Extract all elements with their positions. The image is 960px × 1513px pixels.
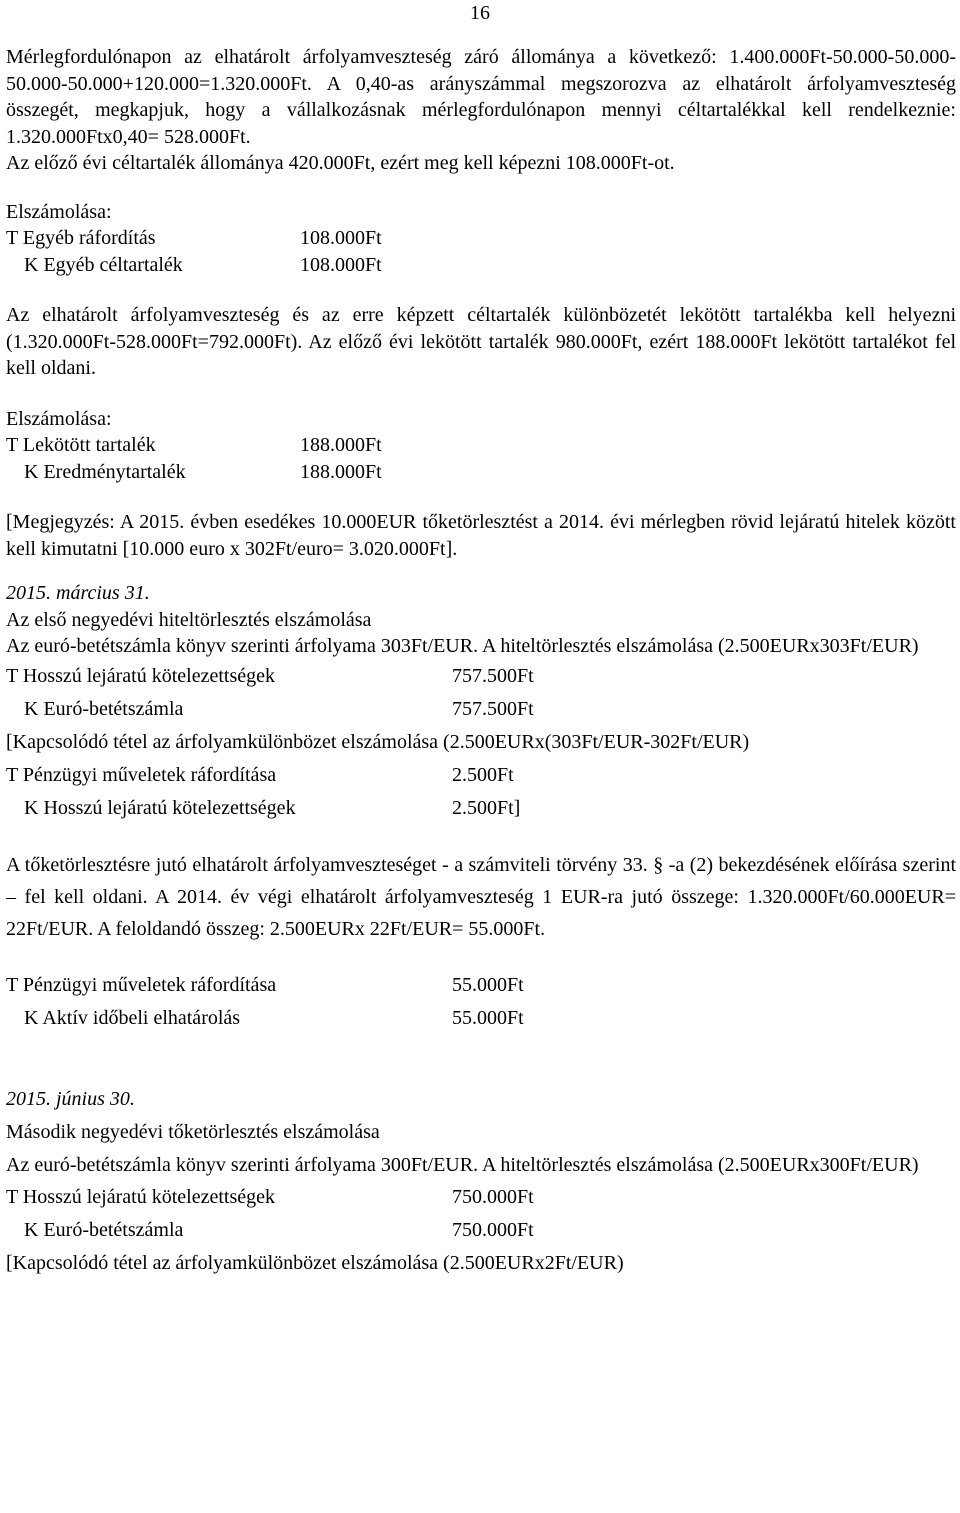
entry-amount: 108.000Ft — [300, 227, 382, 249]
entry-label: T Pénzügyi műveletek ráfordítása — [6, 763, 277, 786]
entry-amount: 188.000Ft — [300, 460, 382, 483]
entry-amount: 2.500Ft — [452, 763, 514, 786]
entry-label: K Euró-betétszámla — [24, 1218, 184, 1241]
section1-text: Az euró-betétszámla könyv szerinti árfolyama 303Ft/EUR. A hiteltörlesztés elszámolása (2.500EURx303Ft/EUR) — [6, 635, 919, 657]
section2-title: Második negyedévi tőketörlesztés elszámolása — [6, 1120, 380, 1143]
entry-label: K Euró-betétszámla — [24, 697, 184, 720]
section1-entry-credit — [6, 693, 956, 726]
entry-amount: 55.000Ft — [452, 1006, 524, 1029]
document-body — [6, 44, 956, 1280]
entry-label: K Aktív időbeli elhatárolás — [24, 1006, 241, 1029]
section2-entry-credit — [6, 1214, 956, 1247]
entry-label: K Egyéb céltartalék — [24, 253, 183, 276]
section1-title: Az első negyedévi hiteltörlesztés elszámolása — [6, 608, 372, 631]
booking2-entry-debit — [6, 432, 956, 459]
section1-related: [Kapcsolódó tétel az árfolyamkülönbözet elszámolása (2.500EURx(303Ft/EUR-302Ft/EUR) — [6, 730, 750, 753]
section1-date: 2015. március 31. — [6, 582, 150, 604]
intro-paragraph: Mérlegfordulónapon az elhatárolt árfolyamveszteség záró állománya a következő: 1.400.000Ft-50.000-50.000-50.000-50.000+120.000=1.320.000Ft. A 0,40-as arányszámmal megszorozva az elhatárolt árfolyamveszteség összegét, megkapjuk, hogy a vállalkozásnak mérlegfordulónapon mennyi céltartalékkal kell rendelkeznie: 1.320.000Ftx0,40= 528.000Ft. — [6, 46, 956, 148]
entry-amount: 757.500Ft — [452, 664, 534, 687]
booking2-heading: Elszámolása: — [6, 407, 112, 430]
entry-amount: 750.000Ft — [452, 1185, 534, 1208]
paragraph-2: Az elhatárolt árfolyamveszteség és az erre képzett céltartalék különbözetét lekötött tartalékba kell helyezni (1.320.000Ft-528.000Ft=792.000Ft). Az előző évi lekötött tartalék 980.000Ft, ezért 188.000Ft lekötött tartalékot fel kell oldani. — [6, 304, 956, 379]
section2-entry-debit — [6, 1181, 956, 1214]
entry-amount: 188.000Ft — [300, 434, 382, 456]
entry-amount: 757.500Ft — [452, 697, 534, 720]
section2-text: Az euró-betétszámla könyv szerinti árfolyama 300Ft/EUR. A hiteltörlesztés elszámolása (2.500EURx300Ft/EUR) — [6, 1153, 919, 1176]
entry-label: T Pénzügyi műveletek ráfordítása — [6, 973, 277, 996]
entry-amount: 750.000Ft — [452, 1218, 534, 1241]
entry-label: K Eredménytartalék — [24, 460, 186, 483]
page-number: 16 — [470, 2, 490, 24]
booking1-entry-credit — [6, 252, 956, 279]
section1-related-entry-debit — [6, 759, 956, 792]
booking1-heading: Elszámolása: — [6, 200, 112, 223]
section2-related: [Kapcsolódó tétel az árfolyamkülönbözet elszámolása (2.500EURx2Ft/EUR) — [6, 1251, 624, 1274]
entry-label: K Hosszú lejáratú kötelezettségek — [24, 796, 296, 819]
section2-date: 2015. június 30. — [6, 1087, 135, 1110]
booking3-entry-credit — [6, 1002, 956, 1035]
entry-label: T Egyéb ráfordítás — [6, 227, 156, 249]
entry-amount: 108.000Ft — [300, 253, 382, 276]
entry-amount: 55.000Ft — [452, 973, 524, 996]
note-paragraph: [Megjegyzés: A 2015. évben esedékes 10.000EUR tőketörlesztést a 2014. évi mérlegben rövid lejáratú hitelek között kell kimutatni [10.000 euro x 302Ft/euro= 3.020.000Ft]. — [6, 511, 956, 560]
entry-label: T Hosszú lejáratú kötelezettségek — [6, 1185, 275, 1208]
entry-amount: 2.500Ft] — [452, 796, 521, 819]
section1-related-entry-credit — [6, 792, 956, 825]
booking1-entry-debit — [6, 225, 956, 252]
paragraph-3: A tőketörlesztésre jutó elhatárolt árfolyamveszteséget - a számviteli törvény 33. § -a (2) bekezdésének előírása szerint – fel kell oldani. A 2014. év végi elhatárolt árfolyamveszteség 1 EUR-ra jutó összege: 1.320.000Ft/60.000EUR= 22Ft/EUR. A feloldandó összeg: 2.500EURx 22Ft/EUR= 55.000Ft. — [6, 853, 956, 940]
entry-label: T Hosszú lejáratú kötelezettségek — [6, 664, 275, 687]
booking3-entry-debit — [6, 969, 956, 1002]
section1-entry-debit — [6, 660, 956, 693]
entry-label: T Lekötött tartalék — [6, 434, 156, 456]
intro-last-line: Az előző évi céltartalék állománya 420.000Ft, ezért meg kell képezni 108.000Ft-ot. — [6, 152, 675, 174]
booking2-entry-credit — [6, 459, 956, 486]
